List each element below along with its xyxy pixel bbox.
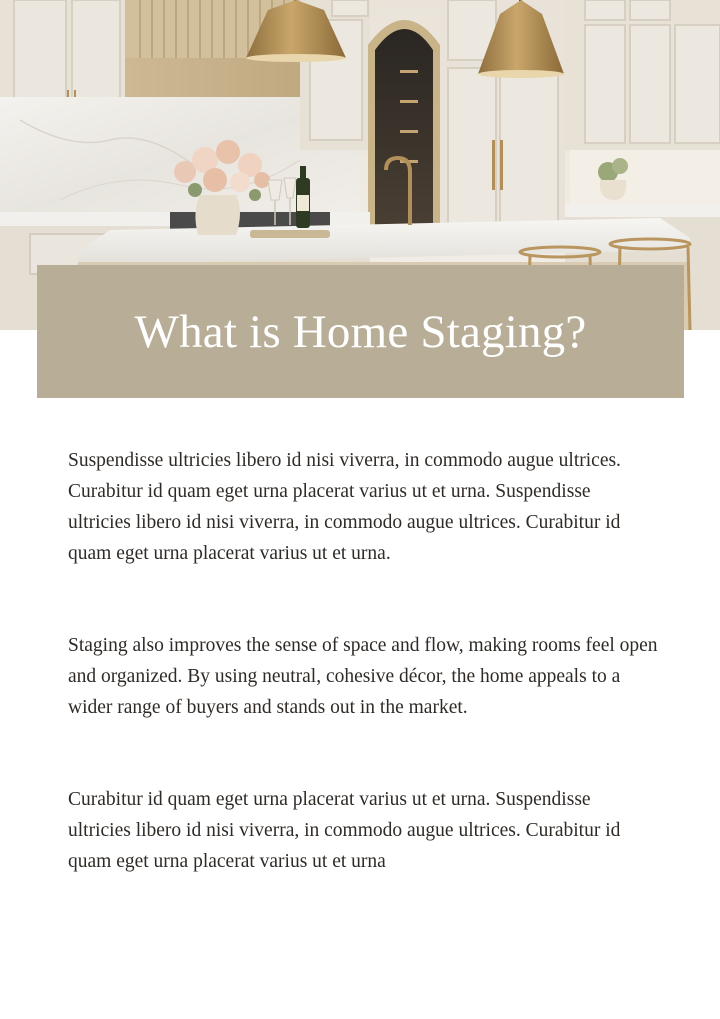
body-content — [68, 445, 658, 877]
paragraph-3: Curabitur id quam eget urna placerat varius ut et urna. Suspendisse ultricies libero id nisi viverra, in commodo augue ultrices. Curabitur id quam eget urna placerat varius ut et urna — [68, 789, 621, 872]
title-banner — [37, 265, 684, 398]
page-title: What is Home Staging? — [134, 305, 587, 358]
paragraph-1: Suspendisse ultricies libero id nisi viverra, in commodo augue ultrices. Curabitur id quam eget urna placerat varius ut et urna. Suspendisse ultricies libero id nisi viverra, in commodo augue ultrices. Curabitur id quam eget urna placerat varius ut et urna. — [68, 450, 621, 564]
paragraph-2: Staging also improves the sense of space and flow, making rooms feel open and organized. By using neutral, cohesive décor, the home appeals to a wider range of buyers and stands out in the market. — [68, 635, 658, 718]
